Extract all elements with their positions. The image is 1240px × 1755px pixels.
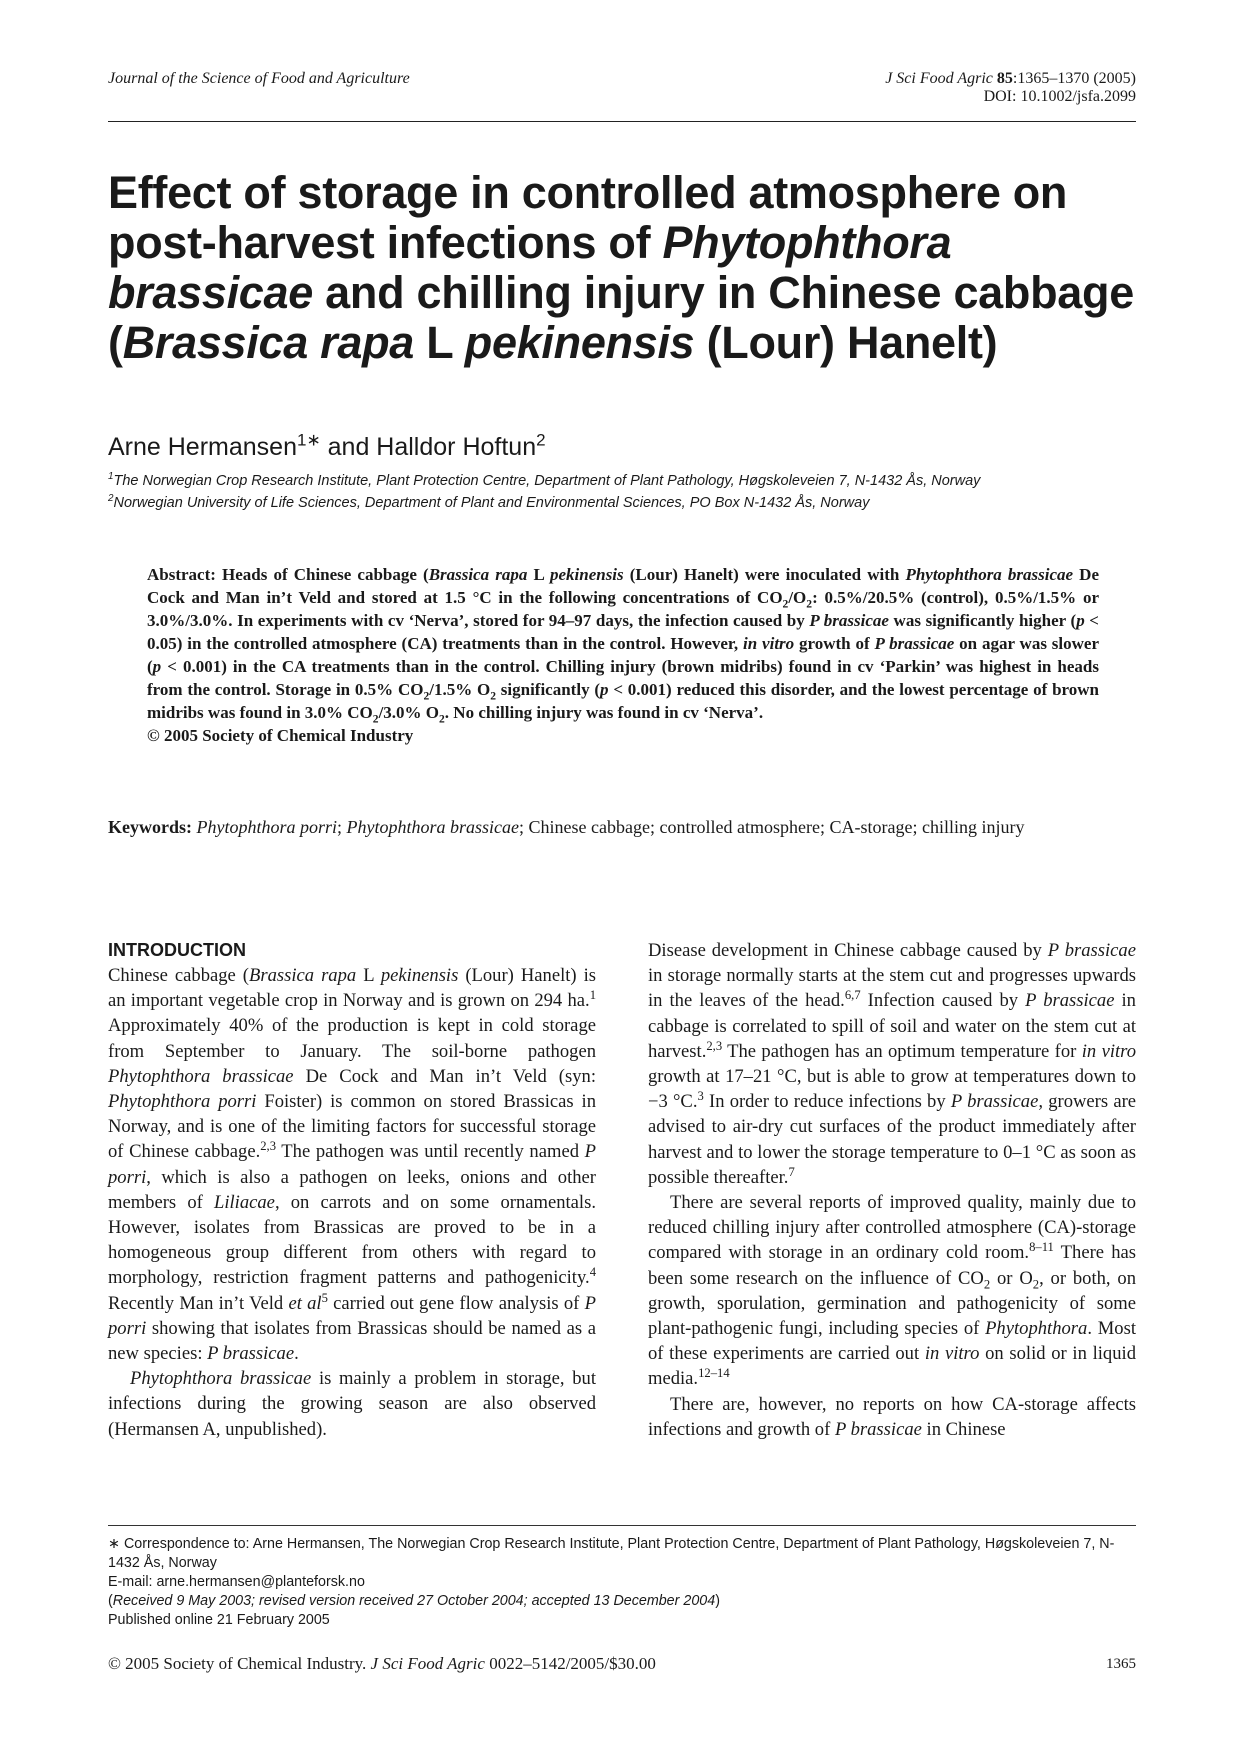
journal-name: Journal of the Science of Food and Agriculture (108, 70, 410, 87)
paragraph: Disease development in Chinese cabbage caused by P brassicae in storage normally starts at the stem cut and progresses upwards in the leaves of the head.$^{6,7}$ Infection caused by P brassicae in cabbage is correlated to spill of soil and water on the stem cut at harvest.$^{2,3}$ The pathogen has an optimum temperature for in vitro growth at 17–21 °C, but is able to grow at temperatures down to −3 °C.$^3$ In order to reduce infections by P brassicae, growers are advised to air-dry cut surfaces of the product immediately after harvest and to lower the storage temperature to 0–1 °C as soon as possible thereafter.$^7$ (648, 940, 1137, 1188)
affiliation: $^2$Norwegian University of Life Sciences, Department of Plant and Environmental Sciences, PO Box N-1432 Ås, Norway (108, 493, 870, 511)
doi: DOI: 10.1002/jsfa.2099 (983, 88, 1136, 105)
received-dates: (Received 9 May 2003; revised version received 27 October 2004; accepted 13 December 2004) (108, 1593, 720, 1609)
paragraph: There are, however, no reports on how CA-storage affects infections and growth of P brassicae in Chinese (648, 1393, 1136, 1440)
page-footer (108, 1654, 1136, 1674)
author-list: Arne Hermansen$^{1∗}$ and Halldor Hoftun$^2$ (108, 430, 546, 461)
paragraph: Chinese cabbage (Brassica rapa L pekinensis (Lour) Hanelt) is an important vegetable crop in Norway and is grown on 294 ha.$^1$ Approximately 40% of the production is kept in cold storage from September to January. The soil-borne pathogen Phytophthora brassicae De Cock and Man in’t Veld (syn: Phytophthora porri Foister) is common on stored Brassicas in Norway, and is one of the limiting factors for successful storage of Chinese cabbage.$^{2,3}$ The pathogen was until recently named P porri, which is also a pathogen on leeks, onions and other members of Liliacae, on carrots and on some ornamentals. However, isolates from Brassicas are proved to be in a homogeneous group different from others with regard to morphology, restriction fragment patterns and pathogenicity.$^4$ Recently Man in’t Veld et $al^5$ carried out gene flow analysis of P porri showing that isolates from Brassicas should be named as a new species: P brassicae. (108, 965, 596, 1365)
citation (885, 70, 1136, 106)
citation-pages: :1365–1370 (2005) (1012, 70, 1136, 87)
header-divider (108, 121, 1136, 122)
abstract-label: Abstract: (147, 565, 216, 584)
citation-journal: J Sci Food Agric (885, 70, 993, 87)
footer-copyright: © 2005 Society of Chemical Industry. (108, 1654, 371, 1673)
published-date: Published online 21 February 2005 (108, 1612, 330, 1628)
article-title: Effect of storage in controlled atmosphere on post-harvest infections of Phytophthora brassicae and chilling injury in Chinese cabbage (Brassica rapa L pekinensis (Lour) Hanelt) (108, 167, 1134, 368)
abstract-copyright: © 2005 Society of Chemical Industry (147, 726, 414, 745)
abstract: Abstract: Heads of Chinese cabbage (Brassica rapa L pekinensis (Lour) Hanelt) were inoculated with Phytophthora brassicae De Cock and Man in’t Veld and stored at 1.5 °C in the following concentrations of $CO_2/O_2$: 0.5%/20.5% (control), 0.5%/1.5% or 3.0%/3.0%. In experiments with cv ‘Nerva’, stored for 94–97 days, the infection caused by P brassicae was significantly higher (p < 0.05) in the controlled atmosphere (CA) treatments than in the control. However, in vitro growth of P brassicae on agar was slower (p < 0.001) in the CA treatments than in the control. Chilling injury (brown midribs) found in cv ‘Parkin’ was highest in heads from the control. Storage in 0.5% $CO_2/1.5\%$ $O_2$ significantly (p < 0.001) reduced this disorder, and the lowest percentage of brown midribs was found in 3.0% $CO_2/3.0\%$ $O_2$. No chilling injury was found in cv ‘Nerva’. © 2005 Society of Chemical Industry (147, 565, 1100, 745)
footnote-divider (108, 1525, 1136, 1526)
author-name: Arne Hermansen (108, 433, 297, 461)
paragraph: There are several reports of improved quality, mainly due to reduced chilling injury after controlled atmosphere (CA)-storage compared with storage in an ordinary cold room.$^{8-11}$ There has been some research on the influence of $CO_2$ or $O_2$, or both, on growth, sporulation, germination and pathogenicity of some plant-pathogenic fungi, including species of Phytophthora. Most of these experiments are carried out in vitro on solid or in liquid media.$^{12-14}$ (648, 1192, 1136, 1390)
affiliation: $^1$The Norwegian Crop Research Institute, Plant Protection Centre, Department of Plant Pathology, Høgskoleveien 7, N-1432 Ås, Norway (108, 471, 981, 489)
body-column-right (648, 938, 1136, 1442)
email: E-mail: arne.hermansen@planteforsk.no (108, 1574, 365, 1590)
running-head (108, 70, 1136, 110)
section-heading: INTRODUCTION (108, 940, 246, 960)
correspondence-note: ∗ Correspondence to: Arne Hermansen, The Norwegian Crop Research Institute, Plant Protection Centre, Department of Plant Pathology, Høgskoleveien 7, N-1432 Ås, Norway (108, 1536, 1115, 1571)
footer-issn: 0022–5142/2005/$30.00 (484, 1654, 656, 1673)
author-name: Halldor Hoftun (376, 433, 537, 461)
page-number: 1365 (1106, 1656, 1136, 1672)
body-column-left (108, 938, 596, 1442)
paragraph: Phytophthora brassicae is mainly a problem in storage, but infections during the growing season are also observed (Hermansen A, unpublished). (108, 1368, 596, 1440)
footer-journal: J Sci Food Agric (370, 1654, 485, 1673)
keywords: Keywords: Phytophthora porri; Phytophthora brassicae; Chinese cabbage; controlled atmosphere; CA-storage; chilling injury (108, 817, 1025, 837)
footnotes (108, 1535, 1138, 1630)
citation-volume: 85 (996, 70, 1013, 87)
keywords-label: Keywords: (108, 817, 192, 837)
